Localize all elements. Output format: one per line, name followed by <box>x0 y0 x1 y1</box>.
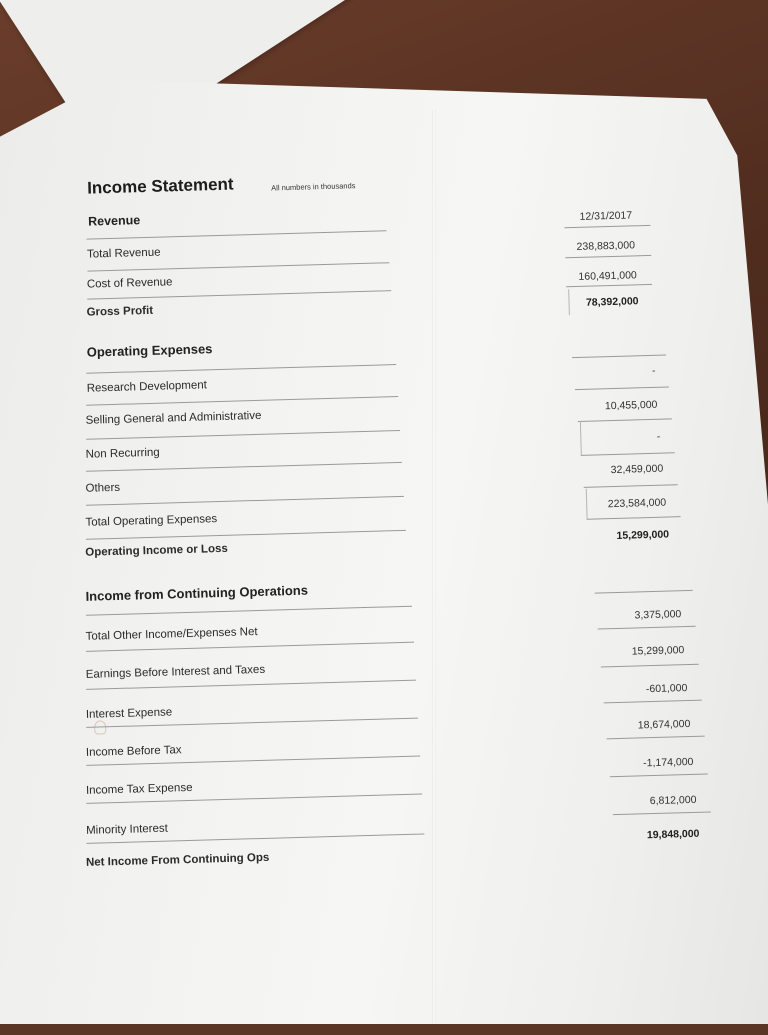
value-non-recurring: - <box>656 430 661 443</box>
row-label-selling-general-administrative: Selling General and Administrative <box>85 409 262 427</box>
value-rule <box>607 736 705 740</box>
row-rule <box>87 262 389 271</box>
row-label-cost-of-revenue: Cost of Revenue <box>86 276 173 291</box>
value-rule <box>610 774 708 778</box>
value-others: 32,459,000 <box>610 462 664 477</box>
row-label-others: Others <box>85 481 121 495</box>
row-label-gross-profit: Gross Profit <box>86 304 154 319</box>
revenue-heading: Revenue <box>87 213 141 229</box>
row-label-operating-income: Operating Income or Loss <box>85 542 228 559</box>
document-subtitle: All numbers in thousands <box>271 181 356 193</box>
value-rule <box>575 386 669 390</box>
value-rule <box>613 811 711 815</box>
row-label-ebit: Earnings Before Interest and Taxes <box>85 663 266 681</box>
row-rule <box>86 530 406 540</box>
value-rule <box>601 664 699 668</box>
value-rule <box>564 225 650 228</box>
value-rule <box>604 700 702 704</box>
row-rule <box>87 290 391 299</box>
row-label-total-revenue: Total Revenue <box>86 246 161 261</box>
row-rule <box>86 642 414 652</box>
row-label-income-tax-expense: Income Tax Expense <box>85 781 193 797</box>
row-label-total-other-income: Total Other Income/Expenses Net <box>85 626 258 643</box>
value-rule <box>565 255 651 258</box>
value-rule <box>578 418 672 422</box>
operating-expenses-heading: Operating Expenses <box>86 341 213 360</box>
value-rule <box>598 626 696 630</box>
value-total-operating-expenses: 223,584,000 <box>607 496 667 511</box>
value-total-revenue: 238,883,000 <box>576 239 636 253</box>
date-column-header: 12/31/2017 <box>579 209 633 223</box>
value-rule <box>584 484 678 488</box>
row-label-minority-interest: Minority Interest <box>85 822 169 837</box>
row-rule <box>86 680 416 690</box>
row-label-income-before-tax: Income Before Tax <box>85 744 182 759</box>
row-label-net-income: Net Income From Continuing Ops <box>85 851 270 869</box>
value-income-tax-expense: -1,174,000 <box>643 755 694 770</box>
value-rule <box>572 355 666 359</box>
value-minority-interest: 6,812,000 <box>649 793 697 808</box>
value-income-before-tax: 18,674,000 <box>637 717 691 732</box>
value-selling-general-administrative: 10,455,000 <box>604 398 658 413</box>
value-operating-income: 15,299,000 <box>616 528 670 542</box>
row-rule <box>86 462 402 472</box>
value-rule <box>566 284 652 287</box>
row-rule <box>86 606 412 616</box>
row-rule <box>86 396 398 406</box>
row-rule <box>86 496 404 506</box>
row-label-research-development: Research Development <box>86 379 208 395</box>
document-title: Income Statement <box>86 174 234 198</box>
value-rule <box>587 516 681 520</box>
row-label-total-operating-expenses: Total Operating Expenses <box>85 513 218 529</box>
row-label-interest-expense: Interest Expense <box>85 706 173 721</box>
value-ebit: 15,299,000 <box>631 644 685 658</box>
row-label-non-recurring: Non Recurring <box>85 446 160 461</box>
value-cost-of-revenue: 160,491,000 <box>578 269 637 283</box>
value-gross-profit: 78,392,000 <box>585 295 639 309</box>
value-net-income: 19,848,000 <box>646 827 700 842</box>
value-total-other-income: 3,375,000 <box>634 608 682 622</box>
row-rule <box>86 430 400 440</box>
value-interest-expense: -601,000 <box>645 682 688 696</box>
value-research-development: - <box>651 364 656 377</box>
continuing-operations-heading: Income from Continuing Operations <box>85 582 309 604</box>
value-rule <box>581 452 675 456</box>
row-rule <box>87 230 387 239</box>
value-rule <box>595 590 693 594</box>
row-rule <box>86 364 396 374</box>
